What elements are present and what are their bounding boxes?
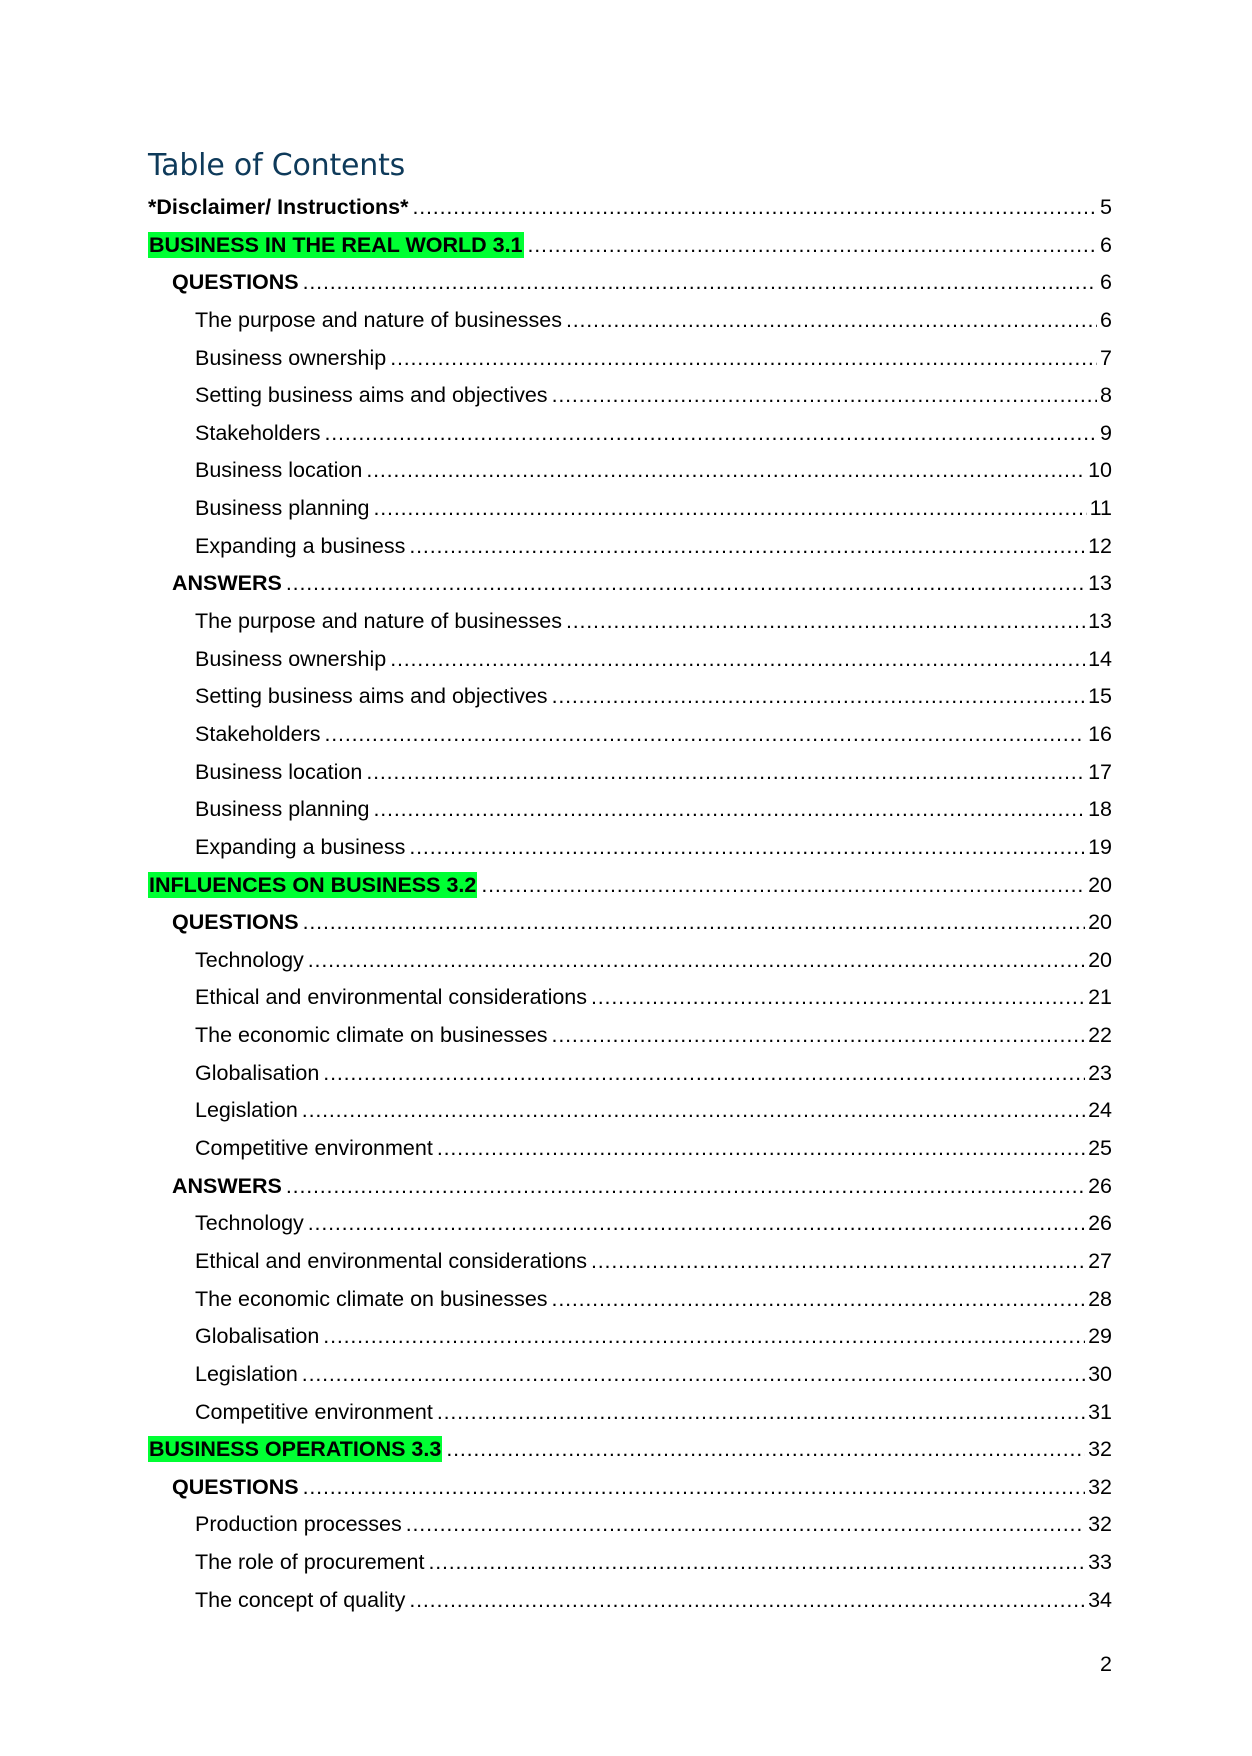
dot-leader — [566, 603, 1085, 641]
toc-entry-page: 22 — [1088, 1023, 1112, 1048]
toc-entry[interactable] — [148, 1055, 1112, 1093]
toc-entry[interactable] — [148, 1205, 1112, 1243]
toc-entry[interactable] — [148, 452, 1112, 490]
toc-entry[interactable] — [148, 1017, 1112, 1055]
toc-entry-page: 16 — [1088, 721, 1112, 746]
toc-entry[interactable] — [148, 979, 1112, 1017]
toc-entry-label: Business location — [195, 458, 363, 483]
dot-leader — [437, 1130, 1085, 1168]
toc-entry-label: Stakeholders — [195, 420, 321, 445]
dot-leader — [325, 716, 1086, 754]
dot-leader — [409, 1582, 1085, 1620]
toc-entry-label: Business planning — [195, 496, 370, 521]
toc-entry[interactable] — [148, 340, 1112, 378]
dot-leader — [566, 302, 1097, 340]
dot-leader — [308, 942, 1085, 980]
dot-leader — [390, 641, 1085, 679]
dot-leader — [325, 415, 1098, 453]
toc-entry-page: 23 — [1088, 1060, 1112, 1085]
toc-entry[interactable] — [148, 754, 1112, 792]
toc-entry-label: Business ownership — [195, 646, 387, 671]
toc-entry-page: 21 — [1088, 985, 1112, 1010]
toc-entry[interactable] — [148, 867, 1112, 905]
toc-entry-label: Competitive environment — [195, 1136, 433, 1161]
toc-entry-page: 10 — [1088, 458, 1112, 483]
toc-entry-page: 9 — [1100, 420, 1112, 445]
toc-entry-page: 30 — [1088, 1361, 1112, 1386]
toc-entry[interactable] — [148, 1506, 1112, 1544]
dot-leader — [552, 678, 1086, 716]
toc-entry-page: 27 — [1088, 1248, 1112, 1273]
toc-entry-page: 34 — [1088, 1587, 1112, 1612]
toc-entry-label: The role of procurement — [195, 1550, 425, 1575]
toc-entry-page: 32 — [1088, 1437, 1112, 1462]
dot-leader — [303, 264, 1097, 302]
toc-entry-page: 26 — [1088, 1173, 1112, 1198]
toc-entry-label: Ethical and environmental considerations — [195, 985, 588, 1010]
toc-entry-page: 31 — [1088, 1399, 1112, 1424]
dot-leader — [409, 829, 1085, 867]
toc-entry-label: The concept of quality — [195, 1587, 406, 1612]
dot-leader — [446, 1431, 1085, 1469]
toc-entry-page: 19 — [1088, 834, 1112, 859]
toc-entry[interactable] — [148, 603, 1112, 641]
toc-entry-label: BUSINESS OPERATIONS 3.3 — [149, 1437, 442, 1462]
toc-entry-label: The purpose and nature of businesses — [195, 609, 562, 634]
toc-entry-label: Ethical and environmental considerations — [195, 1248, 588, 1273]
toc-entry-label: Expanding a business — [195, 533, 406, 558]
toc-entry-label: ANSWERS — [172, 1173, 282, 1198]
dot-leader — [481, 867, 1085, 905]
toc-entry[interactable] — [148, 1582, 1112, 1620]
toc-entry[interactable] — [148, 528, 1112, 566]
toc-entry[interactable] — [148, 490, 1112, 528]
toc-entry-page: 8 — [1100, 383, 1112, 408]
toc-entry[interactable] — [148, 227, 1112, 265]
toc-entry-page: 17 — [1088, 759, 1112, 784]
dot-leader — [406, 1506, 1085, 1544]
toc-entry-page: 20 — [1088, 872, 1112, 897]
toc-entry[interactable] — [148, 1243, 1112, 1281]
toc-entry[interactable] — [148, 1394, 1112, 1432]
dot-leader — [528, 227, 1098, 265]
dot-leader — [302, 1356, 1085, 1394]
toc-entry-label: Legislation — [195, 1098, 298, 1123]
toc-entry-page: 13 — [1088, 571, 1112, 596]
toc-entry[interactable] — [148, 264, 1112, 302]
toc-entry-label: Expanding a business — [195, 834, 406, 859]
toc-entry-label: *Disclaimer/ Instructions* — [148, 195, 409, 219]
toc-entry-page: 32 — [1088, 1512, 1112, 1537]
dot-leader — [286, 1168, 1085, 1206]
toc-entry-label: Globalisation — [195, 1324, 320, 1349]
dot-leader — [286, 565, 1085, 603]
toc-entry-page: 24 — [1088, 1098, 1112, 1123]
dot-leader — [437, 1394, 1085, 1432]
toc-entry[interactable] — [148, 904, 1112, 942]
toc-entry-label: Business location — [195, 759, 363, 784]
toc-entry[interactable] — [148, 791, 1112, 829]
dot-leader — [552, 1281, 1086, 1319]
toc-entry-page: 15 — [1088, 684, 1112, 709]
toc-entry-page: 29 — [1088, 1324, 1112, 1349]
toc-entry[interactable] — [148, 377, 1112, 415]
toc-entry-label: Production processes — [195, 1512, 402, 1537]
toc-entry[interactable] — [148, 1130, 1112, 1168]
toc-entry[interactable] — [148, 1281, 1112, 1319]
toc-entry-label: The economic climate on businesses — [195, 1286, 548, 1311]
toc-entry[interactable] — [148, 189, 1112, 227]
toc-entry-label: Globalisation — [195, 1060, 320, 1085]
dot-leader — [303, 1469, 1085, 1507]
toc-entry-page: 6 — [1100, 270, 1112, 295]
toc-entry-label: Setting business aims and objectives — [195, 684, 548, 709]
dot-leader — [302, 1092, 1085, 1130]
toc-entry-label: BUSINESS IN THE REAL WORLD 3.1 — [149, 232, 523, 257]
toc-entry-label: INFLUENCES ON BUSINESS 3.2 — [149, 872, 477, 897]
toc-entry[interactable] — [148, 302, 1112, 340]
toc-entry-page: 32 — [1088, 1474, 1112, 1499]
table-of-contents — [148, 189, 1112, 1619]
dot-leader — [366, 754, 1085, 792]
toc-entry-label: QUESTIONS — [172, 910, 299, 935]
toc-entry-label: Stakeholders — [195, 721, 321, 746]
toc-entry[interactable] — [148, 1356, 1112, 1394]
toc-entry-page: 33 — [1088, 1550, 1112, 1575]
toc-entry[interactable] — [148, 942, 1112, 980]
dot-leader — [323, 1318, 1085, 1356]
dot-leader — [552, 1017, 1086, 1055]
toc-entry-label: The economic climate on businesses — [195, 1023, 548, 1048]
toc-entry-label: Technology — [195, 1211, 304, 1236]
toc-entry-page: 6 — [1100, 232, 1112, 257]
dot-leader — [591, 979, 1085, 1017]
toc-entry-page: 6 — [1100, 307, 1112, 332]
dot-leader — [374, 791, 1086, 829]
toc-entry-label: Technology — [195, 947, 304, 972]
toc-entry[interactable] — [148, 1469, 1112, 1507]
toc-entry-label: QUESTIONS — [172, 1474, 299, 1499]
toc-entry-page: 11 — [1089, 496, 1112, 521]
dot-leader — [591, 1243, 1085, 1281]
toc-entry-page: 12 — [1088, 533, 1112, 558]
dot-leader — [390, 340, 1097, 378]
toc-title: Table of Contents — [148, 148, 406, 183]
toc-entry-page: 20 — [1088, 947, 1112, 972]
dot-leader — [428, 1544, 1085, 1582]
toc-entry[interactable] — [148, 1431, 1112, 1469]
toc-entry[interactable] — [148, 565, 1112, 603]
toc-entry-page: 5 — [1100, 195, 1112, 219]
toc-entry[interactable] — [148, 829, 1112, 867]
dot-leader — [366, 452, 1085, 490]
toc-entry[interactable] — [148, 678, 1112, 716]
toc-entry[interactable] — [148, 1092, 1112, 1130]
dot-leader — [412, 189, 1097, 227]
toc-entry-page: 28 — [1088, 1286, 1112, 1311]
page-number: 2 — [1100, 1652, 1112, 1676]
toc-entry-page: 26 — [1088, 1211, 1112, 1236]
toc-entry-label: Setting business aims and objectives — [195, 383, 548, 408]
toc-entry[interactable] — [148, 1544, 1112, 1582]
toc-entry-page: 13 — [1088, 609, 1112, 634]
toc-entry-page: 20 — [1088, 910, 1112, 935]
toc-entry[interactable] — [148, 1168, 1112, 1206]
toc-entry-page: 25 — [1088, 1136, 1112, 1161]
toc-entry-page: 14 — [1088, 646, 1112, 671]
dot-leader — [303, 904, 1085, 942]
toc-entry-label: ANSWERS — [172, 571, 282, 596]
toc-entry-label: QUESTIONS — [172, 270, 299, 295]
toc-entry[interactable] — [148, 415, 1112, 453]
toc-entry-label: Business planning — [195, 797, 370, 822]
dot-leader — [308, 1205, 1085, 1243]
toc-entry[interactable] — [148, 1318, 1112, 1356]
toc-entry-label: Business ownership — [195, 345, 387, 370]
dot-leader — [552, 377, 1097, 415]
toc-entry[interactable] — [148, 716, 1112, 754]
toc-entry-page: 7 — [1100, 345, 1112, 370]
toc-entry-label: The purpose and nature of businesses — [195, 307, 562, 332]
toc-entry-label: Legislation — [195, 1361, 298, 1386]
toc-entry-page: 18 — [1088, 797, 1112, 822]
dot-leader — [323, 1055, 1085, 1093]
toc-entry-label: Competitive environment — [195, 1399, 433, 1424]
dot-leader — [409, 528, 1085, 566]
dot-leader — [374, 490, 1087, 528]
toc-entry[interactable] — [148, 641, 1112, 679]
